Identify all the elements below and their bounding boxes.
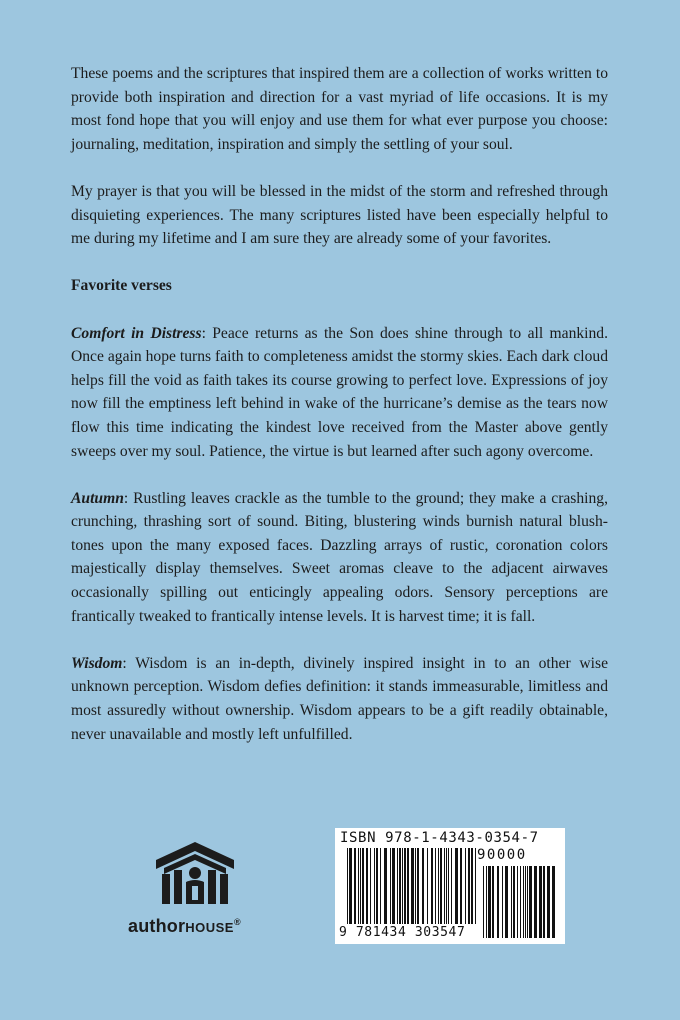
barcode-addon-bar bbox=[543, 866, 545, 938]
intro-paragraph-1: These poems and the scriptures that inspired them are a collection of works written to provide both inspiration and direction for a vast myriad of life occasions. It is my most fond hope that you will enjoy and use them for what ever purpose you choose: journaling, meditation, inspiration and simply the settling of your soul. bbox=[71, 65, 608, 153]
barcode-addon-bar bbox=[525, 866, 526, 938]
barcode-digits: 9 781434 303547 bbox=[339, 925, 466, 940]
barcode-addon-bar bbox=[511, 866, 512, 938]
barcode-addon-bar bbox=[527, 866, 528, 938]
barcode-bar bbox=[465, 848, 466, 924]
barcode-addon-bar bbox=[523, 866, 524, 938]
barcode-addon-bar bbox=[517, 866, 518, 938]
authorhouse-logo-icon bbox=[154, 840, 236, 910]
verse-comfort-in-distress bbox=[71, 322, 608, 464]
verse-wisdom bbox=[71, 652, 608, 746]
barcode-bar bbox=[438, 848, 439, 924]
verse-text: : Peace returns as the Son does shine through to all mankind. Once again hope turns faith to completeness amidst the stormy skies. Each dark cloud helps fill the void as faith takes its course growing to perfect love. Expressions of joy now fill the emptiness left behind in wake of the hurricane’s demise as the tears now flow this time indicating the kindest love received from the Master above gently sweeps over my soul. Patience, the virtue is but learned after such agony overcome. bbox=[71, 324, 608, 460]
barcode-bar bbox=[360, 848, 361, 924]
verse-title: Wisdom bbox=[71, 654, 123, 672]
barcode-bar bbox=[451, 848, 452, 924]
barcode-bar bbox=[415, 848, 416, 924]
barcode-addon-bar bbox=[497, 866, 499, 938]
barcode-addon-bar bbox=[529, 866, 532, 938]
barcode-bar bbox=[366, 848, 368, 924]
barcode-bar bbox=[417, 848, 419, 924]
barcode-bar bbox=[435, 848, 436, 924]
barcode-bar bbox=[390, 848, 391, 924]
price-code: 90000 bbox=[477, 847, 527, 863]
back-cover-text bbox=[71, 62, 608, 770]
barcode-bar bbox=[392, 848, 395, 924]
barcode-addon-bar bbox=[552, 866, 555, 938]
barcode-bar bbox=[380, 848, 381, 924]
barcode-bar bbox=[354, 848, 356, 924]
barcode-addon-bar bbox=[483, 866, 484, 938]
publisher-name: authorHOUSE® bbox=[128, 916, 241, 936]
barcode-bar bbox=[475, 848, 476, 924]
barcode-addon-bar bbox=[505, 866, 508, 938]
barcode-bar bbox=[422, 848, 424, 924]
verse-title: Comfort in Distress bbox=[71, 324, 202, 342]
barcode-addon-bar bbox=[488, 866, 491, 938]
verse-autumn bbox=[71, 487, 608, 629]
barcode-addon-bar bbox=[486, 866, 487, 938]
barcode-addon-bar bbox=[520, 866, 521, 938]
barcode-bar bbox=[411, 848, 414, 924]
barcode-bar bbox=[399, 848, 401, 924]
barcode-addon-bar bbox=[513, 866, 515, 938]
barcode-bar bbox=[404, 848, 406, 924]
barcode-bar bbox=[347, 848, 348, 924]
barcode-bar bbox=[358, 848, 359, 924]
barcode-bar bbox=[468, 848, 470, 924]
barcode-bar bbox=[349, 848, 352, 924]
barcode-bar bbox=[431, 848, 433, 924]
barcode-addon-bar bbox=[534, 866, 537, 938]
barcode-bar bbox=[446, 848, 447, 924]
barcode-addon-bar bbox=[547, 866, 550, 938]
barcode-bar bbox=[397, 848, 398, 924]
barcode-bar bbox=[444, 848, 445, 924]
intro-paragraph-2: My prayer is that you will be blessed in the midst of the storm and refreshed through disquieting experiences. The many scriptures listed have been especially helpful to me during my lifetime and I am sure they are already some of your favorites. bbox=[71, 182, 608, 248]
verse-text: : Wisdom is an in-depth, divinely inspired insight in to an other wise unknown perception. Wisdom defies definition: it stands immeasurable, limitless and most assuredly without ownership. Wisdom appears to be a gift readily obtainable, never unavailable and mostly left unfulfilled. bbox=[71, 654, 608, 743]
barcode-bar bbox=[374, 848, 375, 924]
barcode-bar bbox=[407, 848, 409, 924]
barcode-bar bbox=[384, 848, 387, 924]
barcode-bar bbox=[448, 848, 449, 924]
barcode-addon-bar bbox=[502, 866, 503, 938]
barcode-bar bbox=[471, 848, 473, 924]
barcode-bar bbox=[427, 848, 428, 924]
barcode-bar bbox=[402, 848, 403, 924]
barcode-bar bbox=[376, 848, 378, 924]
barcode-addon-bar bbox=[492, 866, 494, 938]
barcode-bar bbox=[460, 848, 462, 924]
publisher-logo bbox=[128, 840, 273, 945]
barcode-bar bbox=[362, 848, 364, 924]
verse-text: : Rustling leaves crackle as the tumble to the ground; they make a crashing, crunching, thrashing sort of sound. Biting, blustering winds burnish natural blush-tones upon the many exposed faces. Dazzling arrays of rustic, coronation colors majestically display themselves. Sweet aromas cleave to the adjacent airwaves occasionally spilling out enticingly appealing odors. Sensory perceptions are frantically tweaked to frantically intense levels. It is harvest time; it is fall. bbox=[71, 489, 608, 625]
barcode-bar bbox=[455, 848, 458, 924]
barcode-addon-bar bbox=[539, 866, 542, 938]
isbn-label: ISBN 978-1-4343-0354-7 bbox=[340, 830, 539, 846]
verse-title: Autumn bbox=[71, 489, 124, 507]
barcode-bar bbox=[440, 848, 442, 924]
isbn-barcode bbox=[335, 828, 565, 944]
favorite-verses-heading: Favorite verses bbox=[71, 277, 172, 295]
barcode-bar bbox=[370, 848, 371, 924]
